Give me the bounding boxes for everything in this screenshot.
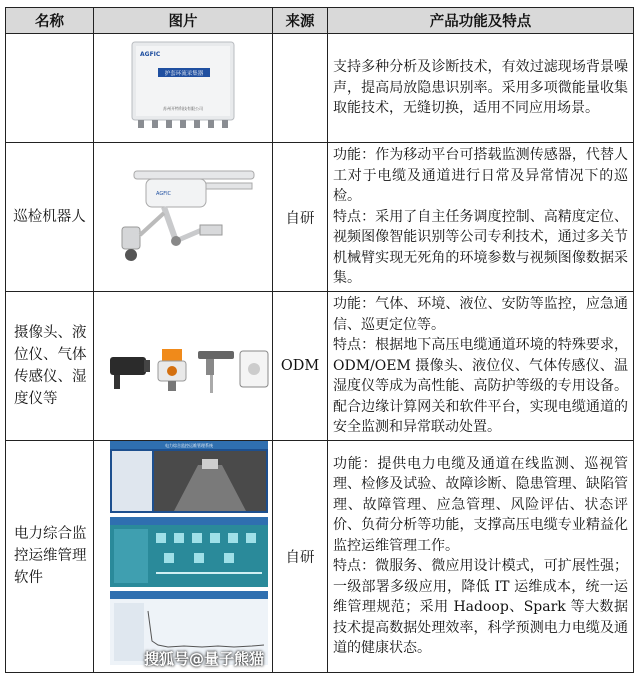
product-image-collector xyxy=(94,34,273,143)
product-image-robot xyxy=(94,143,273,292)
level-sensor-device xyxy=(198,351,234,393)
product-description xyxy=(328,292,634,441)
product-description xyxy=(328,34,634,143)
product-name-text: 巡检机器人 xyxy=(13,209,86,225)
product-source: 自研 xyxy=(273,143,328,292)
screen-title: 电力综合监控运维管理系统 xyxy=(165,442,213,448)
gas-sensor-device xyxy=(158,349,186,391)
product-name: 电力综合监控运维管理软件 xyxy=(6,440,94,672)
description-function: 功能：气体、环境、液位、安防等监控，应急通信、巡更定位等。 xyxy=(333,296,628,333)
camera-device xyxy=(110,357,150,389)
table-row xyxy=(6,440,634,672)
collector-device-image xyxy=(94,34,273,138)
description-features: 特点：微服务、微应用设计模式，可扩展性强；一级部署多级应用，降低 IT 运维成本，统一运维管理规范；采用 Hadoop、Spark 等大数据技术提高数据处理效率，科学预测电力电缆及通道的健康状态。 xyxy=(333,558,628,656)
table-row xyxy=(6,34,634,143)
table-header-row xyxy=(6,8,634,34)
product-name xyxy=(6,143,94,292)
header-name: 名称 xyxy=(6,8,94,34)
description-features: 特点：根据地下高压电缆通道环境的特殊要求，ODM/OEM 摄像头、液位仪、气体传感仪、温湿度仪等成为高性能、高防护等级的专用设备。配合边缘计算网关和软件平台，实现电缆通道的安全监测和异常联动处置。 xyxy=(333,337,628,435)
device-maker-label: 苏州开特科技有限公司 xyxy=(163,106,203,111)
product-source xyxy=(273,34,328,143)
table-row xyxy=(6,143,634,292)
humidity-sensor-device xyxy=(240,351,268,387)
product-image-software xyxy=(94,440,273,672)
product-image-sensors xyxy=(94,292,273,441)
product-source: 自研 xyxy=(273,440,328,672)
product-source: ODM xyxy=(273,292,328,441)
description-paragraph: 支持多种分析及诊断技术，有效过滤现场背景噪声，提高局放隐患识别率。采用多项微能量收集取能技术，无缝切换，适用不同应用场景。 xyxy=(333,59,628,117)
description-function: 功能：作为移动平台可搭载监测传感器，代替人工对于电缆及通道进行日常及异常情况下的巡检。 xyxy=(333,147,628,205)
screen-system-diagram xyxy=(110,517,268,587)
screen-tunnel-view xyxy=(110,441,268,513)
device-brand-label: AGFIC xyxy=(140,51,161,58)
header-image: 图片 xyxy=(94,8,273,34)
robot-brand-label: AGFIC xyxy=(156,191,172,197)
header-source: 来源 xyxy=(273,8,328,34)
product-table xyxy=(5,7,634,673)
sensor-devices-image xyxy=(94,295,273,433)
inspection-robot-image xyxy=(94,143,273,287)
table-row xyxy=(6,292,634,441)
product-description xyxy=(328,143,634,292)
description-function: 功能：提供电力电缆及通道在线监测、巡视管理、检修及试验、故障诊断、隐患管理、缺陷管理、故障管理、应急管理、风险评估、状态评价、负荷分析等功能，支撑高压电缆专业精益化监控运维管理工作。 xyxy=(333,455,628,554)
header-features: 产品功能及特点 xyxy=(328,8,634,34)
product-description xyxy=(328,440,634,672)
device-title-label: 护套环流采集器 xyxy=(164,71,204,77)
product-name xyxy=(6,34,94,143)
description-features: 特点：采用了自主任务调度控制、高精度定位、视频图像智能识别等公司专利技术，通过多关节机械臂实现无死角的环境参数与视频图像数据采集。 xyxy=(333,208,628,287)
product-name: 摄像头、液位仪、气体传感仪、湿度仪等 xyxy=(6,292,94,441)
watermark: 搜狐号@量子熊猫 xyxy=(143,649,264,668)
software-screenshots-image xyxy=(94,441,273,668)
